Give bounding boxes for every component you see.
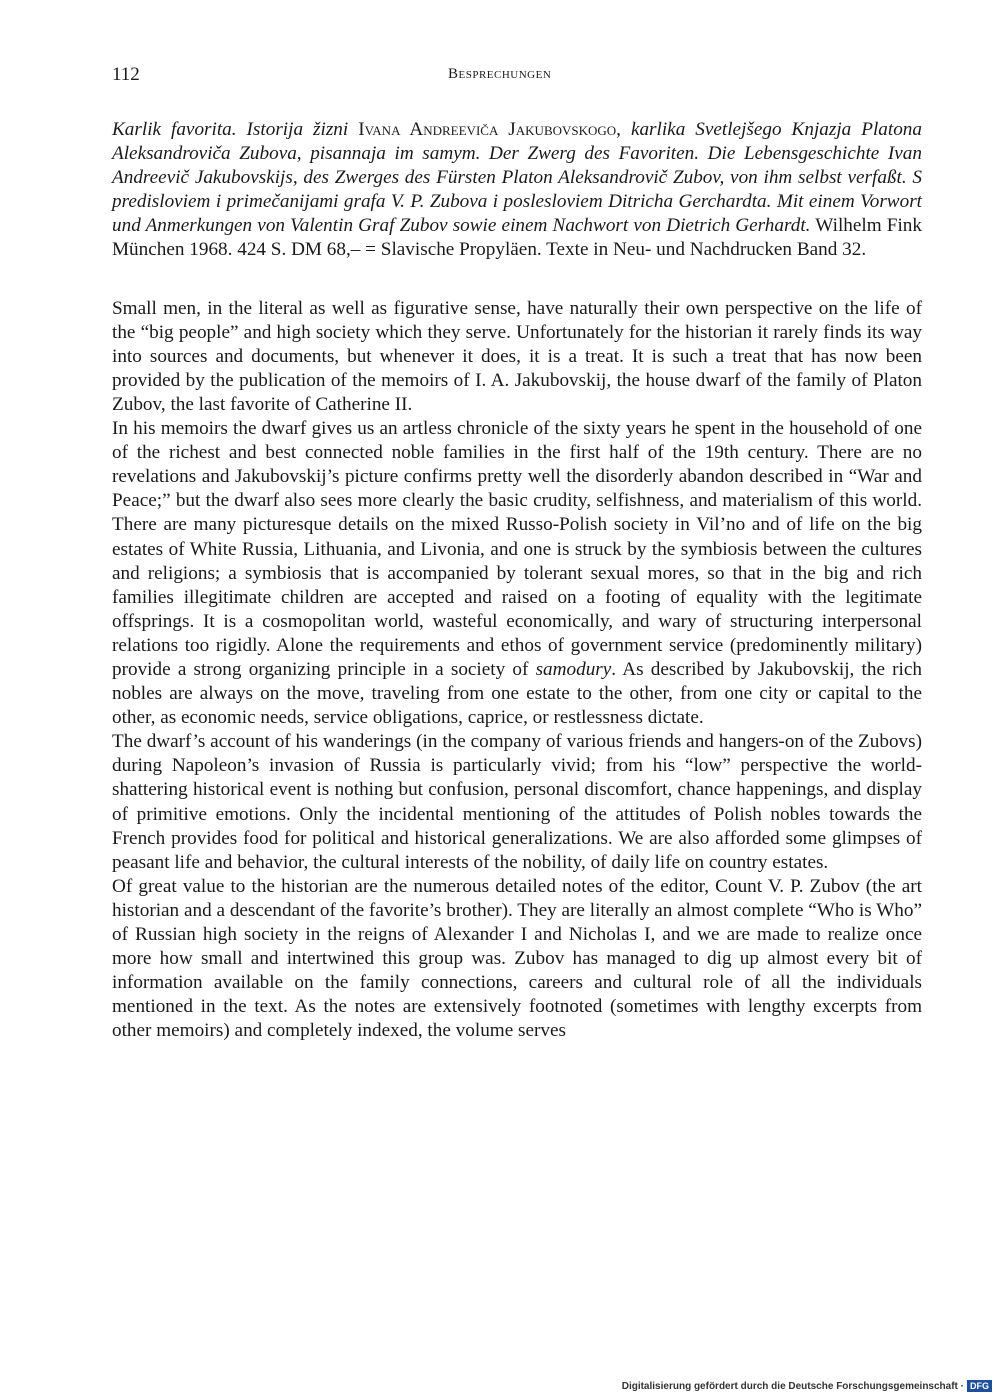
review-body <box>112 297 922 1044</box>
bibliographic-entry <box>112 118 922 263</box>
biblio-author-name: Ivana Andreeviča Jakubovskogo <box>358 119 617 140</box>
digitization-credit <box>622 1380 992 1392</box>
dfg-logo-icon: DFG <box>967 1380 992 1392</box>
running-title: Besprechungen <box>448 66 552 82</box>
credit-text: Digitalisierung gefördert durch die Deutsche Forschungsgemeinschaft · <box>621 1380 964 1392</box>
paragraph-3: The dwarf’s account of his wanderings (in the company of various friends and hangers-on of the Zubovs) during Napoleon’s invasion of Russia is particularly vivid; from his “low” perspective the world-shattering historical event is nothing but confusion, personal discomfort, chance happenings, and display of primitive emotions. Only the incidental mentioning of the attitudes of Polish nobles towards the French provides food for political and historical generalizations. We are also afforded some glimpses of peasant life and behavior, the cultural interests of the nobility, of daily life on country estates. <box>112 731 922 873</box>
biblio-title-part-2: , karlika Svetlejšego Knjazja Platona Aleksandroviča Zubova, pisannaja im samym. Der Zwerg des Favoriten. Die Lebensgeschichte Ivan Andreevič Jakubovskijs, des Zwerges des Fürsten Platon Aleksandrovič Zubov, von ihm selbst verfaßt. S predisloviem i primečanijami grafa V. P. Zubova i poslesloviem Ditricha Gerchardta. Mit einem Vorwort und Anmerkungen von Valentin Graf Zubov sowie einem Nachwort von Dietrich Gerhardt. <box>112 119 922 237</box>
paragraph-2 <box>112 417 922 730</box>
page <box>112 58 922 1043</box>
paragraph-2-emphasis: samodury <box>535 658 612 680</box>
biblio-publication-details: Wilhelm Fink München 1968. 424 S. DM 68,– = Slavische Propyläen. Texte in Neu- und Nachdrucken Band 32. <box>112 215 922 261</box>
biblio-title-part-1: Karlik favorita. Istorija žizni <box>112 119 359 140</box>
page-number: 112 <box>112 64 140 85</box>
running-head <box>112 58 922 88</box>
paragraph-2-part-a: In his memoirs the dwarf gives us an artless chronicle of the sixty years he spent in the household of one of the richest and best connected noble families in the first half of the 19th century. There are no revelations and Jakubovskij’s picture confirms pretty well the disorderly abandon described in “War and Peace;” but the dwarf also sees more clearly the basic crudity, selfishness, and materialism of this world. There are many picturesque details on the mixed Russo-Polish society in Vil’no and of life on the big estates of White Russia, Lithuania, and Livonia, and one is struck by the symbiosis between the cultures and religions; a symbiosis that is accompanied by tolerant sexual mores, so that in the big and rich families illegitimate children are accepted and raised on a footing of equality with the legitimate offsprings. It is a cosmopolitan world, wasteful economically, and wary of structuring interpersonal relations too rigidly. Alone the requirements and ethos of government service (predominently military) provide a strong organizing principle in a society of <box>112 418 922 680</box>
paragraph-1: Small men, in the literal as well as figurative sense, have naturally their own perspective on the life of the “big people” and high society which they serve. Unfortunately for the historian it rarely finds its way into sources and documents, but whenever it does, it is a treat. It is such a treat that has now been provided by the publication of the memoirs of I. A. Jakubovskij, the house dwarf of the family of Platon Zubov, the last favorite of Catherine II. <box>112 297 922 415</box>
paragraph-4: Of great value to the historian are the numerous detailed notes of the editor, Count V. P. Zubov (the art historian and a descendant of the favorite’s brother). They are literally an almost complete “Who is Who” of Russian high society in the reigns of Alexander I and Nicholas I, and we are made to realize once more how small and intertwined this group was. Zubov has managed to dig up almost every bit of information available on the family connections, careers and cultural role of all the individuals mentioned in the text. As the notes are extensively footnoted (sometimes with lengthy excerpts from other memoirs) and completely indexed, the volume serves <box>112 875 922 1042</box>
paragraph-2-part-b: . As described by Jakubovskij, the rich nobles are always on the move, traveling from one estate to the other, from one city or capital to the other, as economic needs, service obligations, caprice, or restlessness dictate. <box>112 658 922 729</box>
